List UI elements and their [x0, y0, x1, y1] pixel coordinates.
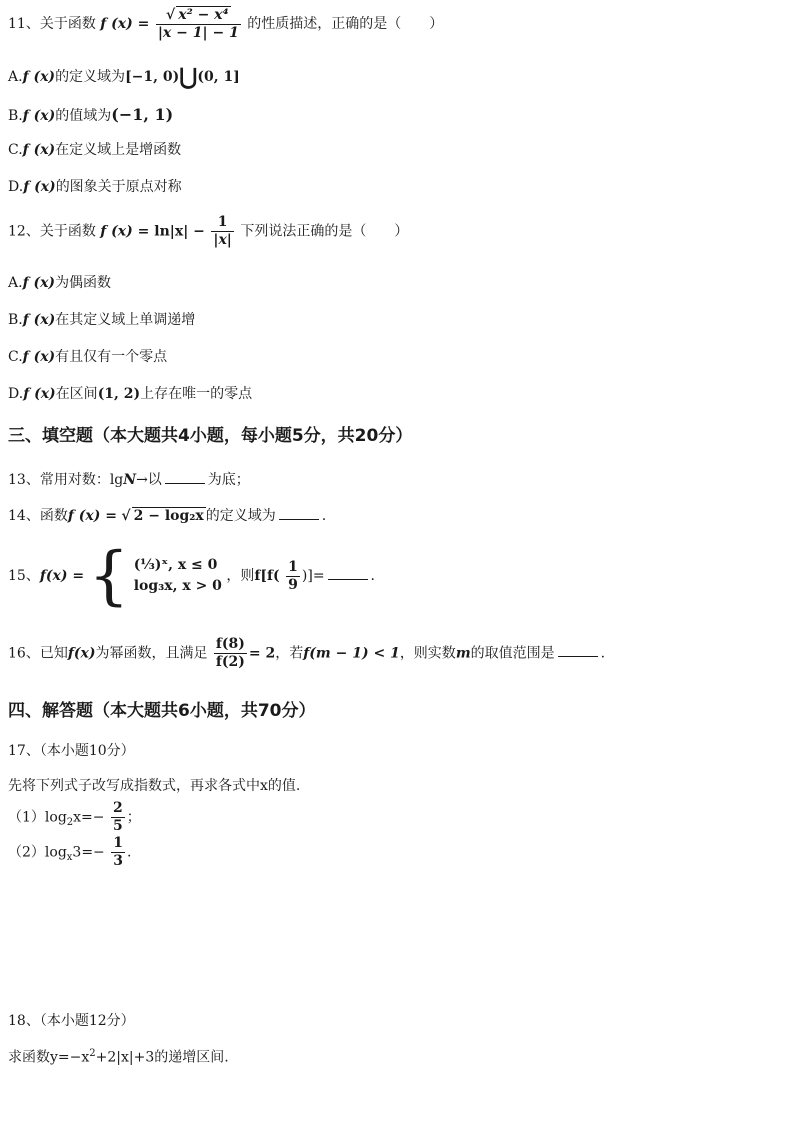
part-1-mid: x=−	[73, 809, 105, 826]
q14-radicand: 2 − log₂x	[133, 508, 204, 524]
case-1: (⅓)ˣ, x ≤ 0	[133, 557, 218, 573]
option-function: f (x)	[22, 108, 56, 124]
q11-option-c	[8, 142, 181, 159]
sqrt-symbol: √	[121, 508, 131, 524]
q12-denominator: |x|	[213, 231, 232, 248]
q17-heading: 17、（本小题10分）	[8, 743, 135, 759]
q13-text: 13、常用对数：lg	[8, 472, 124, 488]
part-1-end: ；	[126, 809, 141, 826]
q16-text-4: 的取值范围是	[470, 645, 555, 662]
q15-close: )]=	[301, 568, 325, 584]
log-base: 2	[66, 817, 74, 829]
q16-inequality: f(m − 1) < 1	[303, 645, 400, 662]
range-interval: (−1, 1)	[111, 105, 174, 124]
q12-option-d	[8, 386, 252, 403]
q12-fraction	[211, 214, 234, 249]
q14-text: 14、函数	[8, 508, 68, 524]
q15-end: .	[370, 568, 375, 584]
q16-end: .	[600, 645, 606, 662]
q12-numerator: 1	[211, 214, 234, 232]
interval: (1, 2)	[97, 386, 141, 402]
q15-number: 15、	[8, 568, 40, 584]
q17-description: 先将下列式子改写成指数式，再求各式中x的值.	[8, 778, 301, 794]
q17-part-2	[8, 835, 131, 870]
part-2-log: （2）log	[8, 844, 67, 861]
option-function: f (x)	[22, 69, 56, 86]
option-function: f (x)	[22, 142, 56, 158]
q16-text-3: ，则实数	[399, 645, 456, 662]
option-text: 的定义域为	[55, 69, 126, 86]
denominator: 3	[113, 852, 123, 869]
case-2: log₃x, x > 0	[133, 578, 222, 594]
denominator: 5	[112, 817, 123, 834]
q12-number: 12、关于函数	[8, 223, 96, 240]
q16	[8, 636, 605, 671]
q12-option-c	[8, 349, 167, 366]
option-function: f (x)	[23, 386, 56, 402]
option-function: f (x)	[22, 275, 56, 291]
option-label: C.	[8, 349, 23, 365]
q11-fraction	[156, 6, 241, 42]
q16-equation: = 2	[248, 645, 276, 662]
q14-end: .	[321, 508, 327, 524]
q11-function: f (x) =	[100, 15, 150, 32]
option-label: D.	[8, 386, 24, 402]
q11-radicand: x² − x⁴	[178, 7, 229, 23]
part-2-mid: 3=−	[72, 844, 105, 861]
q16-fraction	[214, 636, 247, 671]
q14	[8, 507, 326, 525]
part-2-end: .	[127, 844, 132, 861]
q13-arrow-text: →以	[136, 472, 162, 488]
q16-variable: m	[455, 645, 471, 662]
q14-tail: 的定义域为	[205, 508, 276, 524]
q11-stem	[8, 6, 443, 42]
left-brace: {	[88, 539, 130, 613]
interval-1: [−1, 0)	[125, 69, 180, 86]
q17-fraction-1	[111, 800, 125, 835]
q11-tail: 的性质描述，正确的是（ ）	[247, 15, 444, 32]
q11-denominator: |x − 1| − 1	[157, 24, 239, 41]
q17-part-1	[8, 800, 141, 835]
log-base: x	[66, 852, 73, 864]
q12-option-b	[8, 312, 195, 329]
q11-option-a	[8, 64, 240, 90]
q16-denominator: f(2)	[215, 653, 245, 670]
q12-function: f (x) =	[100, 223, 155, 240]
option-text: 在定义域上是增函数	[55, 142, 182, 158]
q13-tail: 为底；	[207, 472, 250, 488]
q12-option-a	[8, 275, 111, 292]
answer-blank[interactable]	[328, 578, 368, 580]
q16-text-1: 为幂函数，且满足	[95, 645, 208, 662]
q17-fraction-2	[111, 835, 125, 870]
q18-heading: 18、（本小题12分）	[8, 1013, 135, 1029]
section-3-heading: 三、填空题（本大题共4小题，每小题5分，共20分）	[8, 426, 413, 446]
option-function: f (x)	[22, 312, 56, 328]
q16-text: 16、已知	[8, 645, 68, 662]
q16-function: f(x)	[67, 645, 96, 662]
interval-2: (0, 1]	[197, 69, 240, 86]
q15-composition: f[f(	[254, 568, 280, 584]
option-function: f (x)	[22, 349, 56, 365]
q15-then: ，则	[226, 568, 255, 584]
option-label: A.	[8, 275, 23, 291]
q13	[8, 472, 250, 489]
part-1-log: （1）log	[8, 809, 67, 826]
q12-ln-term: ln|x| −	[154, 223, 205, 240]
q15-function: f(x) =	[39, 568, 85, 584]
option-label: A.	[8, 69, 23, 86]
q15-fraction	[286, 559, 300, 594]
option-text: 有且仅有一个零点	[55, 349, 168, 365]
answer-blank[interactable]	[558, 655, 598, 657]
q11-option-b	[8, 105, 173, 125]
numerator: 1	[113, 835, 123, 851]
option-text: 的值域为	[55, 108, 112, 124]
q11-option-d	[8, 179, 182, 196]
sqrt-symbol: √	[166, 7, 176, 23]
q16-text-2: ，若	[275, 645, 304, 662]
q18-text-2: +2|x|+3的递增区间.	[95, 1049, 229, 1066]
q12-stem	[8, 214, 408, 249]
option-text-2: 上存在唯一的零点	[140, 386, 253, 402]
answer-blank[interactable]	[165, 482, 205, 484]
union-symbol: ⋃	[179, 64, 198, 90]
q12-tail: 下列说法正确的是（ ）	[240, 223, 409, 240]
q15	[8, 539, 375, 613]
q11-numerator	[156, 6, 241, 25]
q15-denominator: 9	[288, 576, 298, 593]
option-label: B.	[8, 312, 23, 328]
q16-numerator: f(8)	[215, 636, 245, 652]
q13-variable: N	[123, 472, 137, 488]
option-function: f (x)	[23, 179, 56, 195]
q11-number: 11、关于函数	[8, 15, 96, 32]
option-text: 为偶函数	[55, 275, 112, 291]
option-label: D.	[8, 179, 24, 195]
answer-blank[interactable]	[279, 518, 319, 520]
numerator: 2	[112, 800, 123, 816]
option-label: C.	[8, 142, 23, 158]
piecewise-cases	[134, 555, 222, 597]
q18-text: 求函数y=−x	[8, 1049, 90, 1066]
q14-function: f (x) =	[67, 508, 117, 524]
section-4-heading: 四、解答题（本大题共6小题，共70分）	[8, 701, 316, 721]
option-label: B.	[8, 108, 23, 124]
option-text: 在其定义域上单调递增	[55, 312, 196, 328]
q18-question	[8, 1048, 229, 1066]
option-text: 在区间	[55, 386, 98, 402]
option-text: 的图象关于原点对称	[55, 179, 182, 195]
exponent: 2	[89, 1048, 96, 1059]
q15-numerator: 1	[288, 558, 298, 575]
